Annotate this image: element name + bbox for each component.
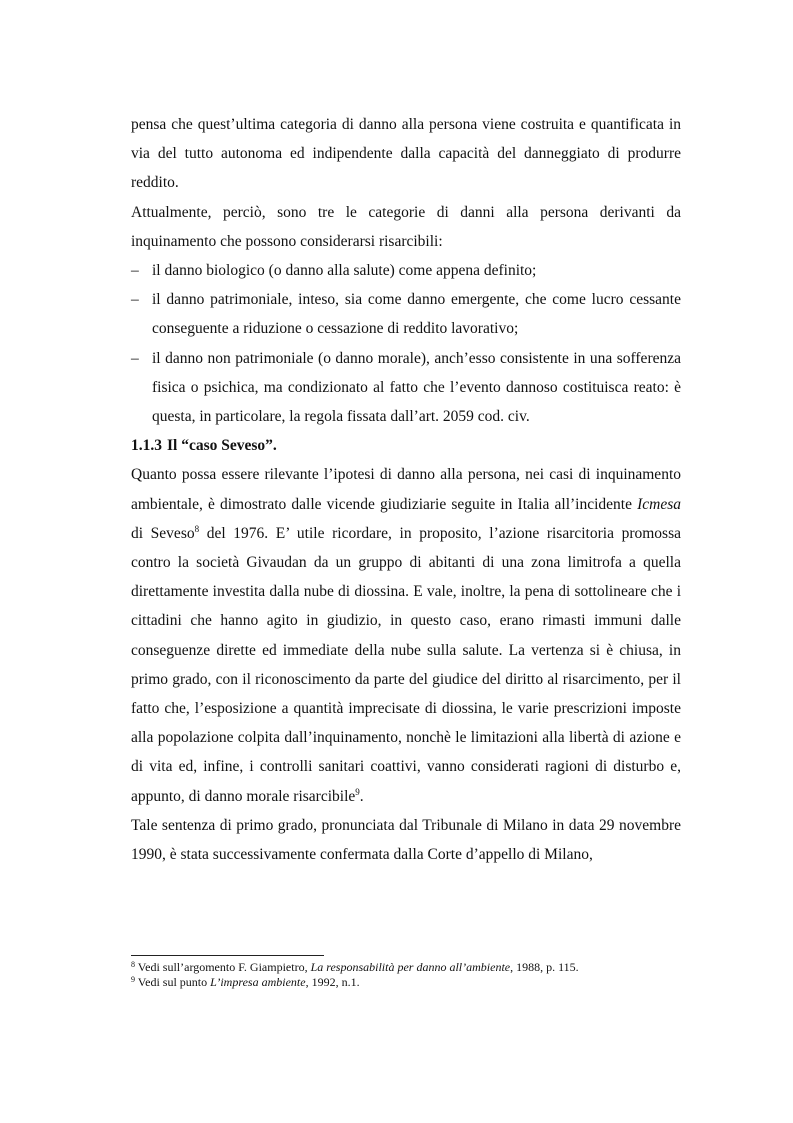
dash-bullet: – <box>131 291 139 309</box>
body-text <box>131 110 681 869</box>
paragraph-last: Tale sentenza di primo grado, pronunciata dal Tribunale di Milano in data 29 novembre 1990, è stata successivamente confermata dalla Corte d’appello di Milano, <box>131 816 681 864</box>
paragraph-2: Attualmente, perciò, sono tre le categorie di danni alla persona derivanti da inquinamento che possono considerarsi risarcibili: <box>131 203 681 250</box>
paragraph-1: pensa che quest’ultima categoria di danno alla persona viene costruita e quantificata in via del tutto autonoma ed indipendente dalla capacità del danneggiato di produrre reddito. <box>131 116 681 192</box>
section-heading <box>131 431 681 460</box>
seveso-text-b: di Seveso <box>131 524 195 542</box>
footnote-text: Vedi sull’argomento F. Giampietro, <box>135 960 311 974</box>
list-item <box>131 256 681 285</box>
footnote-text: , 1988, p. 115. <box>510 960 579 974</box>
footnote-title-italic: L’impresa ambiente <box>210 975 306 989</box>
seveso-text-a: Quanto possa essere rilevante l’ipotesi di danno alla persona, nei casi di inquinamento ambientale, è dimostrato dalle vicende giudiziarie seguite in Italia all’incidente <box>131 466 681 513</box>
footnote-text: Vedi sul punto <box>135 975 211 989</box>
paragraph-seveso <box>131 460 681 810</box>
damage-categories-list <box>131 256 681 431</box>
list-item <box>131 285 681 343</box>
footnote-divider <box>131 955 324 956</box>
footnotes <box>131 960 681 990</box>
icmesa-italic: Icmesa <box>637 495 681 513</box>
seveso-text-c: del 1976. E’ utile ricordare, in proposito, l’azione risarcitoria promossa contro la società Givaudan da un gruppo di abitanti di una zona limitrofa a quella direttamente investita dalla nube di diossina. E vale, inoltre, la pena di sottolineare che i cittadini che hanno agito in giudizio, in questo caso, erano rimasti immuni dalle conseguenze dirette ed immediate della nube sulla salute. La vertenza si è chiusa, in primo grado, con il riconoscimento da parte del giudice del diritto al risarcimento, per il fatto che, l’esposizione a quantità imprecisate di diossina, le varie prescrizioni imposte alla popolazione colpita dall’inquinamento, nonchè le limitazioni alla libertà di azione e di vita ed, infine, i controlli sanitari coattivi, vanno considerati ragioni di disturbo e, appunto, di danno morale risarcibile <box>131 524 682 805</box>
footnote-text: , 1992, n.1. <box>305 975 360 989</box>
list-item <box>131 344 681 432</box>
footnote-8 <box>131 960 681 975</box>
section-number: 1.1.3 <box>131 437 162 455</box>
list-item-text: il danno patrimoniale, inteso, sia come danno emergente, che come lucro cessante conseguente a riduzione o cessazione di reddito lavorativo; <box>152 291 681 338</box>
footnote-ref-9[interactable]: 9 <box>355 786 360 797</box>
section-title: Il “caso Seveso”. <box>167 437 277 455</box>
footnote-9 <box>131 975 681 990</box>
dash-bullet: – <box>131 349 139 367</box>
footnote-ref-8[interactable]: 8 <box>194 523 200 534</box>
seveso-text-d: . <box>359 787 364 805</box>
footnote-mark: 9 <box>131 975 135 984</box>
dash-bullet: – <box>131 262 139 280</box>
list-item-text: il danno non patrimoniale (o danno morale), anch’esso consistente in una sofferenza fisica o psichica, ma condizionato al fatto che l’evento dannoso costituisca reato: è questa, in particolare, la regola fissata dall’art. 2059 cod. civ. <box>152 349 681 426</box>
footnote-mark: 8 <box>131 960 135 969</box>
footnote-title-italic: La responsabilità per danno all’ambiente <box>310 960 511 974</box>
list-item-text: il danno biologico (o danno alla salute) come appena definito; <box>152 262 537 280</box>
